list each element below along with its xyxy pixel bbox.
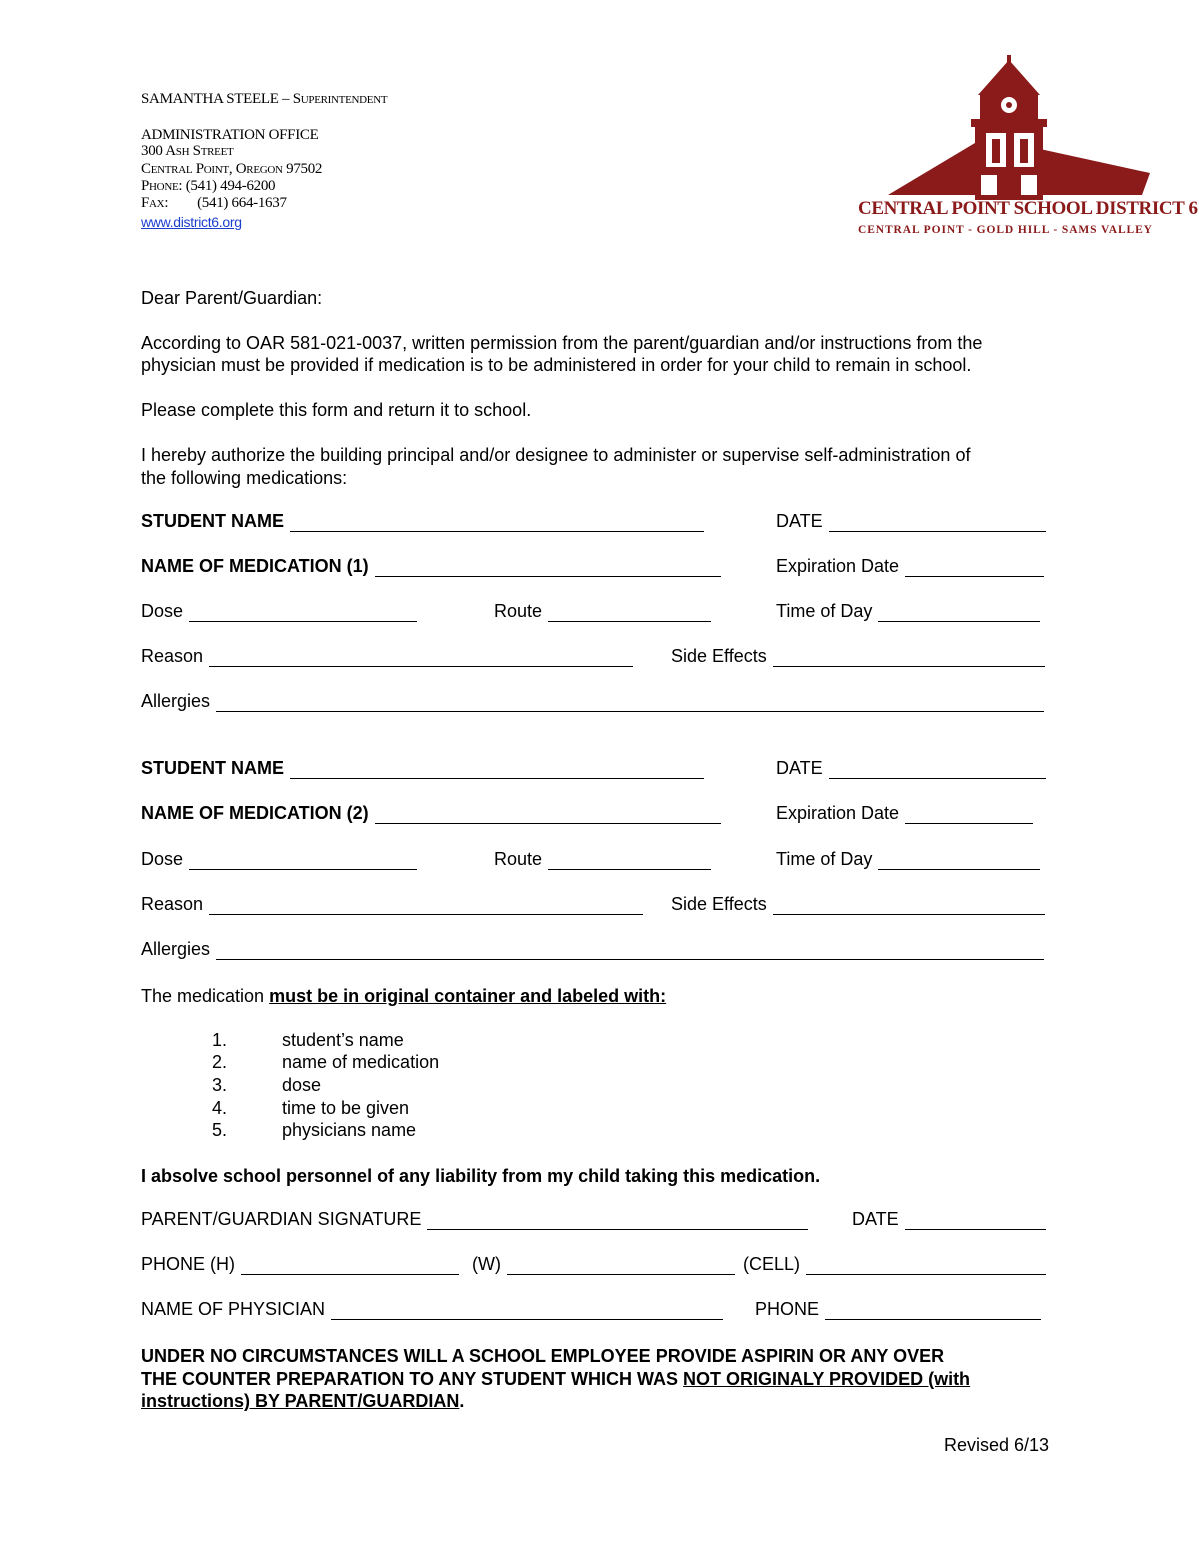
- med2-route-field[interactable]: [494, 849, 711, 870]
- med2-row-medication: [141, 803, 1061, 827]
- med1-row-dose: [141, 601, 1061, 625]
- med1-allergies-field[interactable]: [141, 691, 1044, 712]
- city-address: Central Point, Oregon 97502: [141, 161, 323, 177]
- phone-cell-field[interactable]: [743, 1254, 1046, 1275]
- med1-medication-field[interactable]: [141, 556, 721, 577]
- office-name: ADMINISTRATION OFFICE: [141, 127, 319, 143]
- container-emphasis: must be in original container and labeled with:: [269, 986, 667, 1006]
- label: PHONE (H): [141, 1254, 235, 1274]
- logo-tagline: CENTRAL POINT - GOLD HILL - SAMS VALLEY: [858, 224, 1153, 236]
- list-item: name of medication: [282, 1052, 440, 1072]
- phone-line: [141, 178, 275, 195]
- phone-value: (541) 494-6200: [185, 178, 276, 194]
- med1-reason-field[interactable]: [141, 646, 633, 667]
- warning-line-1: UNDER NO CIRCUMSTANCES WILL A SCHOOL EMPLOYEE PROVIDE ASPIRIN OR ANY OVER: [141, 1346, 945, 1366]
- label: DATE: [776, 511, 823, 531]
- phone-work-field[interactable]: [472, 1254, 735, 1275]
- logo-district-name: CENTRAL POINT SCHOOL DISTRICT 6: [858, 198, 1198, 219]
- liability-statement: I absolve school personnel of any liability from my child taking this medication.: [141, 1166, 821, 1186]
- med2-row-dose: [141, 849, 1061, 873]
- med2-row-student: [141, 758, 1061, 782]
- list-item-number: 5.: [212, 1120, 228, 1140]
- authorization-line-1: I hereby authorize the building principal and/or designee to administer or supervise self-administration of: [141, 445, 971, 465]
- warning-end: .: [459, 1391, 465, 1411]
- warning-plain: THE COUNTER PREPARATION TO ANY STUDENT WHICH WAS: [141, 1369, 679, 1389]
- list-item-number: 2.: [212, 1052, 228, 1072]
- med2-side-effects-field[interactable]: [671, 894, 1045, 915]
- list-item: physicians name: [282, 1120, 417, 1140]
- label: PARENT/GUARDIAN SIGNATURE: [141, 1209, 422, 1229]
- superintendent-name: SAMANTHA STEELE: [141, 91, 279, 107]
- signature-date-field[interactable]: [852, 1209, 1046, 1230]
- revision-note: Revised 6/13: [944, 1435, 1050, 1455]
- label: DATE: [776, 758, 823, 778]
- med1-row-allergies: [141, 691, 1061, 715]
- label: Side Effects: [671, 646, 767, 666]
- label: Dose: [141, 849, 184, 869]
- label: NAME OF MEDICATION (1): [141, 556, 369, 576]
- med2-row-allergies: [141, 939, 1061, 963]
- med1-expiration-field[interactable]: [776, 556, 1044, 577]
- med1-side-effects-field[interactable]: [671, 646, 1045, 667]
- label: Side Effects: [671, 894, 767, 914]
- intro-line-2: physician must be provided if medication is to be administered in order for your child to remain in school.: [141, 355, 972, 375]
- med1-student-name-field[interactable]: [141, 511, 704, 532]
- label: Allergies: [141, 939, 211, 959]
- greeting: Dear Parent/Guardian:: [141, 288, 323, 308]
- street-address: 300 Ash Street: [141, 143, 234, 159]
- warning-line-3: [141, 1390, 464, 1413]
- list-item: dose: [282, 1075, 322, 1095]
- list-item-number: 4.: [212, 1098, 228, 1118]
- label: STUDENT NAME: [141, 511, 284, 531]
- label: NAME OF MEDICATION (2): [141, 803, 369, 823]
- fax-line: [141, 195, 287, 212]
- label: Dose: [141, 601, 184, 621]
- label: NAME OF PHYSICIAN: [141, 1299, 326, 1319]
- label: PHONE: [755, 1299, 820, 1319]
- superintendent-line: [141, 91, 387, 108]
- med2-medication-field[interactable]: [141, 803, 721, 824]
- label: DATE: [852, 1209, 899, 1229]
- list-item-number: 3.: [212, 1075, 228, 1095]
- parent-signature-field[interactable]: [141, 1209, 808, 1230]
- instructions: Please complete this form and return it to school.: [141, 400, 532, 420]
- physician-name-field[interactable]: [141, 1299, 723, 1320]
- label: Time of Day: [776, 601, 873, 621]
- bell-tower-icon: [880, 55, 1150, 200]
- list-item: time to be given: [282, 1098, 410, 1118]
- med2-time-of-day-field[interactable]: [776, 849, 1040, 870]
- label: STUDENT NAME: [141, 758, 284, 778]
- med1-row-reason: [141, 646, 1061, 670]
- warning-underlined: NOT ORIGINALY PROVIDED (with: [683, 1369, 971, 1389]
- med1-time-of-day-field[interactable]: [776, 601, 1040, 622]
- list-item-number: 1.: [212, 1030, 228, 1050]
- physician-row: [141, 1299, 1061, 1323]
- med2-reason-field[interactable]: [141, 894, 643, 915]
- label: Time of Day: [776, 849, 873, 869]
- container-intro: The medication: [141, 986, 265, 1006]
- label: Route: [494, 601, 543, 621]
- med1-dose-field[interactable]: [141, 601, 417, 622]
- authorization-line-2: the following medications:: [141, 468, 348, 488]
- med2-date-field[interactable]: [776, 758, 1046, 779]
- dash: –: [282, 91, 290, 107]
- fax-value: (541) 664-1637: [197, 195, 287, 211]
- label: (CELL): [743, 1254, 801, 1274]
- med1-route-field[interactable]: [494, 601, 711, 622]
- med2-expiration-field[interactable]: [776, 803, 1033, 824]
- label: Expiration Date: [776, 803, 900, 823]
- label: Reason: [141, 646, 204, 666]
- med1-date-field[interactable]: [776, 511, 1046, 532]
- list-item: student’s name: [282, 1030, 404, 1050]
- label: Allergies: [141, 691, 211, 711]
- warning-line-2: [141, 1368, 970, 1391]
- med1-row-student: [141, 511, 1061, 535]
- med2-allergies-field[interactable]: [141, 939, 1044, 960]
- superintendent-title: Superintendent: [292, 91, 388, 107]
- warning-underlined: instructions) BY PARENT/GUARDIAN: [141, 1391, 460, 1411]
- label: Route: [494, 849, 543, 869]
- intro-line-1: According to OAR 581-021-0037, written permission from the parent/guardian and/or instructions from the: [141, 333, 983, 353]
- website-link[interactable]: www.district6.org: [141, 214, 242, 230]
- label: Reason: [141, 894, 204, 914]
- phone-row: [141, 1254, 1061, 1278]
- label: (W): [472, 1254, 501, 1274]
- label: Expiration Date: [776, 556, 900, 576]
- med2-student-name-field[interactable]: [141, 758, 704, 779]
- phone-home-field[interactable]: [141, 1254, 459, 1275]
- container-requirement: [141, 985, 666, 1008]
- med2-dose-field[interactable]: [141, 849, 417, 870]
- fax-label: Fax:: [141, 195, 169, 211]
- physician-phone-field[interactable]: [755, 1299, 1041, 1320]
- signature-row: [141, 1209, 1061, 1233]
- med1-row-medication: [141, 556, 1061, 580]
- phone-label: Phone:: [141, 178, 183, 194]
- med2-row-reason: [141, 894, 1061, 918]
